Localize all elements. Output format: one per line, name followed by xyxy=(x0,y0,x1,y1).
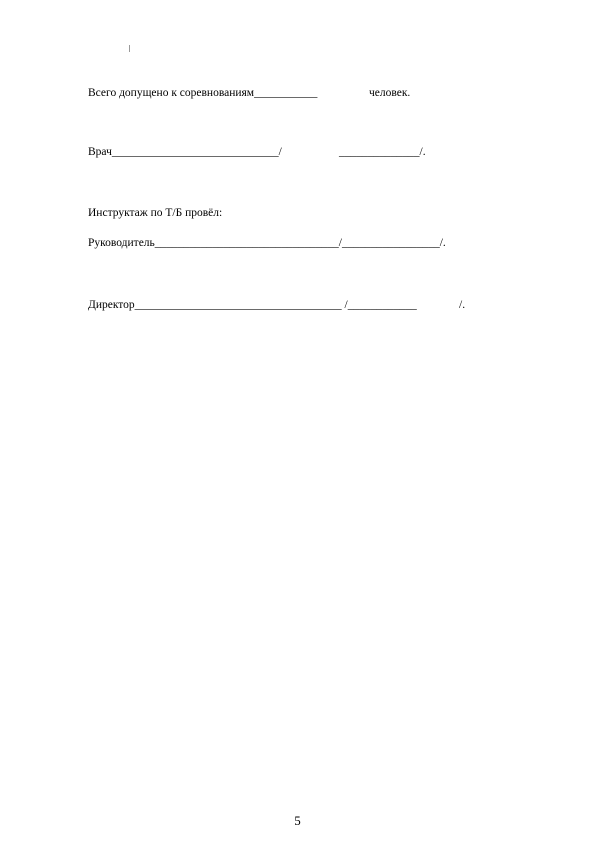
doctor-signature: ______________/. xyxy=(339,146,426,158)
director-label: Директор____________________________________ /____________ xyxy=(88,299,417,311)
admitted-unit: человек. xyxy=(369,87,411,99)
manager-line: Руководитель________________________________/_________________/. xyxy=(88,237,446,249)
doctor-label: Врач_____________________________/ xyxy=(88,146,282,158)
director-end: /. xyxy=(459,299,466,311)
admitted-label: Всего допущено к соревнованиям___________ xyxy=(88,87,318,99)
instruction-heading: Инструктаж по Т/Б провёл: xyxy=(88,207,223,219)
director-line xyxy=(88,298,508,312)
doctor-line xyxy=(88,145,508,159)
text-cursor-mark xyxy=(129,45,130,52)
page-number: 5 xyxy=(294,813,301,828)
admitted-line xyxy=(88,86,508,100)
